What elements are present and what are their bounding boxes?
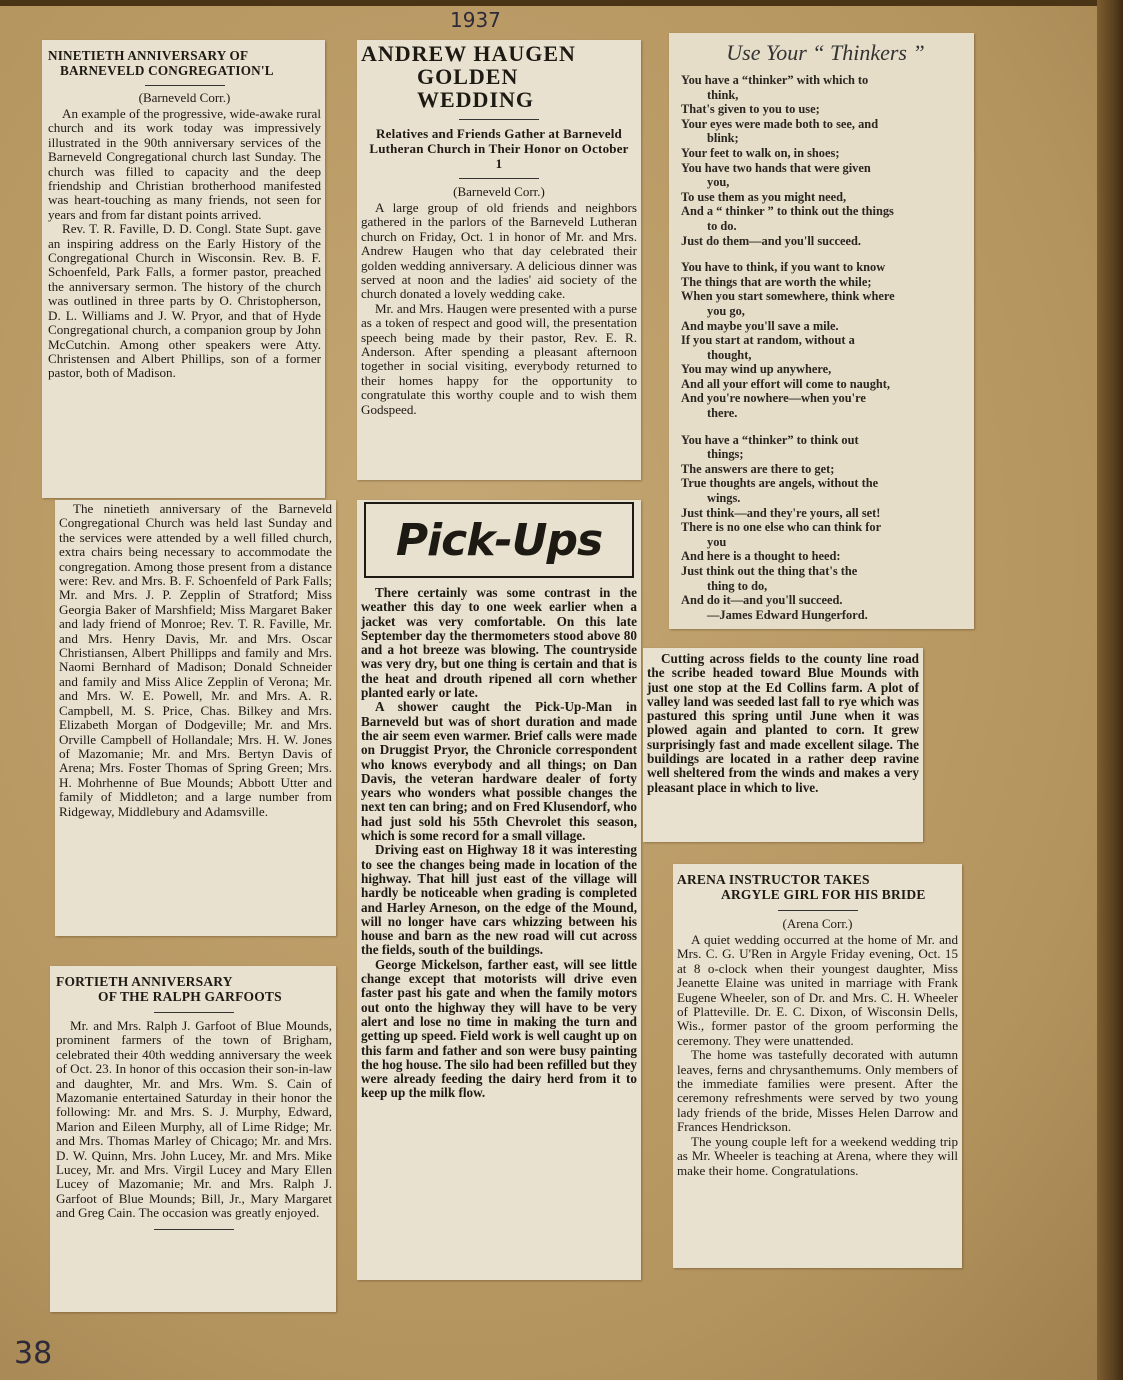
divider [459,119,539,120]
poem-line: That's given to you to use; [681,102,820,117]
divider [778,910,858,911]
page-top-edge [0,0,1123,6]
clipping-arena-wedding [673,864,962,1268]
poem-line: You have a “thinker” with which to [681,73,869,87]
poem-line: things; [707,447,744,462]
clipping-pick-ups [357,500,641,1280]
poem-line: You have two hands that were given [681,160,871,175]
handwritten-page-number: 38 [14,1336,53,1371]
poem-line: You have to think, if you want to know [681,260,886,275]
poem-line: Just think—and they're yours, all set! [681,505,881,520]
article-paragraph: Mr. and Mrs. Haugen were presented with a purse as a token of respect and good will, the presentation speech being made by their pastor, Rev. E. R. Anderson. After spending a pleasant afternoon together in social visiting, everybody returned to their homes happy for the opportunity to congratulate this worthy couple and to wish them Godspeed. [361,300,637,417]
pick-ups-title: Pick-Ups [395,514,603,566]
article-paragraph: The young couple left for a weekend wedding trip as Mr. Wheeler is teaching at Arena, where they will make their home. Congratulations. [677,1133,958,1178]
headline-line1: FORTIETH ANNIVERSARY [56,974,233,989]
poem-line: blink; [707,131,739,146]
poem-line: To use them as you might need, [681,189,847,204]
clipping-ninetieth-anniversary [42,40,325,498]
poem-line: And maybe you'll save a mile. [681,318,839,333]
poem-line: The answers are there to get; [681,461,835,476]
poem-line: Just think out the thing that's the [681,564,858,578]
clipping-fortieth-anniversary [50,966,336,1312]
article-paragraph: The ninetieth anniversary of the Barneveld Congregational Church was held last Sunday and the services were attended by a well filled church, extra chairs being necessary to accommodate the congregation. Among those present from a distance were: Rev. and Mrs. B. F. Schoenfeld of Park Falls; Mr. and Mrs. J. P. Zepplin of Stratford; Miss Georgia Baker of Marshfield; Miss Margaret Baker and lady friend of Monroe; Rev. T. R. Faville, Mr. and Mrs. Henry Davis, Mr. and Mrs. Oscar Christiansen, Albert Phillipps and family and Mrs. Naomi Bernhard of Madison; Donald Schneider and family and Miss Alice Zepplin of Verona; Mr. and Mrs. W. E. Powell, Mr. and Mrs. A. R. Campbell, M. S. Price, Chas. Bilkey and Mrs. Elizabeth Morgan of Dodgeville; Mr. and Mrs. Orville Campbell of Hollandale; Mrs. H. W. Jones of Mazomanie; Mr. and Mrs. Bertyn Davis of Arena; Mrs. Foster Thomas of Spring Green; Mrs. H. Mohrhenne of Bue Mounds; Abbott Utter and family of Middleton; and a large number from Ridgeway, Middlebury and Adamsville. [59,501,332,819]
headline-line1: ANDREW HAUGEN [361,41,576,66]
poem-body [681,73,970,622]
article-paragraph: Mr. and Mrs. Ralph J. Garfoot of Blue Mounds, prominent farmers of the town of Brigham, celebrated their 40th wedding anniversary the week of Oct. 23. In honor of this occasion their son-in-law and daughter, Mr. and Mrs. Wm. S. Cain of Mazomanie entertained Saturday in their honor the following: Mr. and Mrs. S. J. Murphy, Edward, Marion and Eileen Murphy, all of Lime Ridge; Mr. and Mrs. Thomas Marley of Chicago; Mr. and Mrs. D. W. Quinn, Mrs. John Lucey, Mr. and Mrs. Mike Lucey, Mr. and Mrs. Virgil Lucey and Mary Ellen Lucey of Mazomanie; Mr. and Mrs. Ralph J. Garfoot of Blue Mounds; Bill, Jr., Mary Margaret and Greg Cain. The occasion was greatly enjoyed. [56,1018,332,1221]
poem-title: Use Your “ Thinkers ” [726,40,925,65]
correspondent: (Barneveld Corr.) [453,184,545,199]
headline-line1: NINETIETH ANNIVERSARY OF [48,48,249,63]
poem-line: If you start at random, without a [681,333,855,348]
poem-line: When you start somewhere, think where [681,289,895,304]
article-paragraph: Cutting across fields to the county line road the scribe headed toward Blue Mounds with just one stop at the Ed Collins farm. A plot of valley land was seeded last fall to rye which was pastured this spring until June when it was plowed again and planted to corn. It grew surprisingly fast and made excellent silage. The buildings are located in a rather deep ravine well sheltered from the winds and makes a very pleasant place in which to live. [647,651,919,795]
poem-line: Your eyes were made both to see, and [681,116,879,131]
article-paragraph: Rev. T. R. Faville, D. D. Congl. State Supt. gave an inspiring address on the Early History of the Congregational Church in Wisconsin. Rev. B. F. Schoenfeld, Park Falls, a former pastor, preached the anniversary sermon. The history of the church was outlined in three parts by O. Christopherson, D. L. Williams and J. W. Pryor, and that of Hyde Congregational church, a companion group by John McCutchin. Among other speakers were Atty. Christensen and Albert Phillips, son of a former pastor, both of Madison. [48,221,321,381]
poem-line: And here is a thought to heed: [681,549,841,564]
article-paragraph: There certainly was some contrast in the weather this day to one week earlier when a jacket was very comfortable. On this late September day the thermometers stood above 80 and a hot breeze was blowing. The countryside was very dry, but one thing is certain and that is the heat and drouth ripened all corn whether planted early or late. [361,585,637,701]
poem-line: thing to do, [707,578,768,593]
poem-line: you [707,534,727,549]
article-paragraph: A large group of old friends and neighbors gathered in the parlors of the Barneveld Lutheran church on Friday, Oct. 1 in honor of Mr. and Mrs. Andrew Haugen who that day celebrated their golden wedding anniversary. A delicious dinner was served at noon and the ladies' aid society of the church donated a lovely wedding cake. [361,200,637,302]
handwritten-year: 1937 [450,8,501,32]
pick-ups-masthead [364,502,634,578]
divider [154,1012,234,1013]
poem-line: Just do them—and you'll succeed. [681,233,862,248]
correspondent: (Arena Corr.) [782,916,853,931]
poem-line: There is no one else who can think for [681,520,882,535]
poem-line: there. [707,406,738,421]
article-paragraph: An example of the progressive, wide-awake rural church and its work today was impressively illustrated in the 90th anniversary services of the Barneveld Congregational church last Sunday. The church was filled to capacity and the deep friendship and Christian brotherhood manifested was heart-touching as many friends, not seen for years and from far distant points arrived. [48,106,321,222]
poem-line: think, [707,87,739,102]
headline-line1: ARENA INSTRUCTOR TAKES [677,872,870,887]
poem-line: thought, [707,347,752,362]
poem-line: You may wind up anywhere, [681,362,832,377]
subheadline: Relatives and Friends Gather at Barneveld Lutheran Church in Their Honor on October 1 [369,126,629,171]
poem-line: You have a “thinker” to think out [681,432,859,447]
stanza-gap [681,421,970,433]
poem-line: True thoughts are angels, without the [681,476,879,491]
divider [459,178,539,179]
article-paragraph: The home was tastefully decorated with autumn leaves, ferns and chrysanthemums. Only members of the immediate families were present. After the ceremony refreshments were served by two young lady friends of the bride, Misses Helen Darrow and Frances Hendrickson. [677,1047,958,1135]
headline-line2: OF THE RALPH GARFOOTS [98,989,282,1004]
book-spine [1097,0,1123,1380]
clipping-haugen-golden-wedding [357,40,641,480]
poem-line: And you're nowhere—when you're [681,391,866,406]
headline-line2: GOLDEN WEDDING [417,64,535,112]
headline-line2: BARNEVELD CONGREGATION'L [60,63,274,78]
poem-line: you, [707,175,730,190]
clipping-poem-use-your-thinkers [669,33,974,629]
clipping-attendees [55,500,336,936]
poem-line: wings. [707,491,741,506]
poem-line: The things that are worth the while; [681,274,872,289]
poem-line: And all your effort will come to naught, [681,376,891,391]
article-paragraph: Driving east on Highway 18 it was interesting to see the changes being made in location of the highway. That hill just east of the village will hardly be noticeable when grading is completed and Harley Arneson, on the edge of the Mound, will no longer have cars whizzing between his house and barn as the new road will cut across the fields, south of the buildings. [361,842,637,958]
article-paragraph: A shower caught the Pick-Up-Man in Barneveld but was of short duration and made the air seem even warmer. Brief calls were made on Druggist Pryor, the Chronicle correspondent who knows everybody and all things; on Dan Davis, the veteran hardware dealer of forty years who wonders what possible changes the next ten can bring; and on Fred Klusendorf, who had just sold his 55th Chevrolet this season, which is some record for a small village. [361,699,637,844]
poem-line: Your feet to walk on, in shoes; [681,145,840,160]
poem-line: —James Edward Hungerford. [707,607,868,622]
poem-line: And do it—and you'll succeed. [681,593,843,608]
divider [154,1229,234,1230]
poem-line: to do. [707,218,737,233]
correspondent: (Barneveld Corr.) [138,90,231,105]
poem-line: And a “ thinker ” to think out the things [681,204,894,219]
article-paragraph: George Mickelson, farther east, will see little change except that motorists will drive even faster past his gate and when the family motors out onto the highway they will have to be very alert and lose no time in making the turn and getting up speed. Field work is well caught up on this farm and father and son were busy painting the hog house. The silo had been refilled but they were already feeding the dairy herd from it to keep up the milk flow. [361,956,637,1101]
divider [145,85,225,86]
clipping-cutting-across-fields [643,648,923,842]
stanza-gap [681,248,970,260]
poem-line: you go, [707,303,745,318]
headline-line2: ARGYLE GIRL FOR HIS BRIDE [721,887,926,902]
article-paragraph: A quiet wedding occurred at the home of Mr. and Mrs. C. G. U'Ren in Argyle Friday evening, Oct. 15 at 8 o-clock when their youngest daughter, Miss Jeanette Elaine was united in marriage with Frank Eugene Wheeler, son of Dr. and Mrs. C. H. Wheeler of Platteville. Dr. E. C. Dixon, of Wisconsin Dells, Wis., former pastor of the groom performing the ceremony. They were unattended. [677,932,958,1048]
